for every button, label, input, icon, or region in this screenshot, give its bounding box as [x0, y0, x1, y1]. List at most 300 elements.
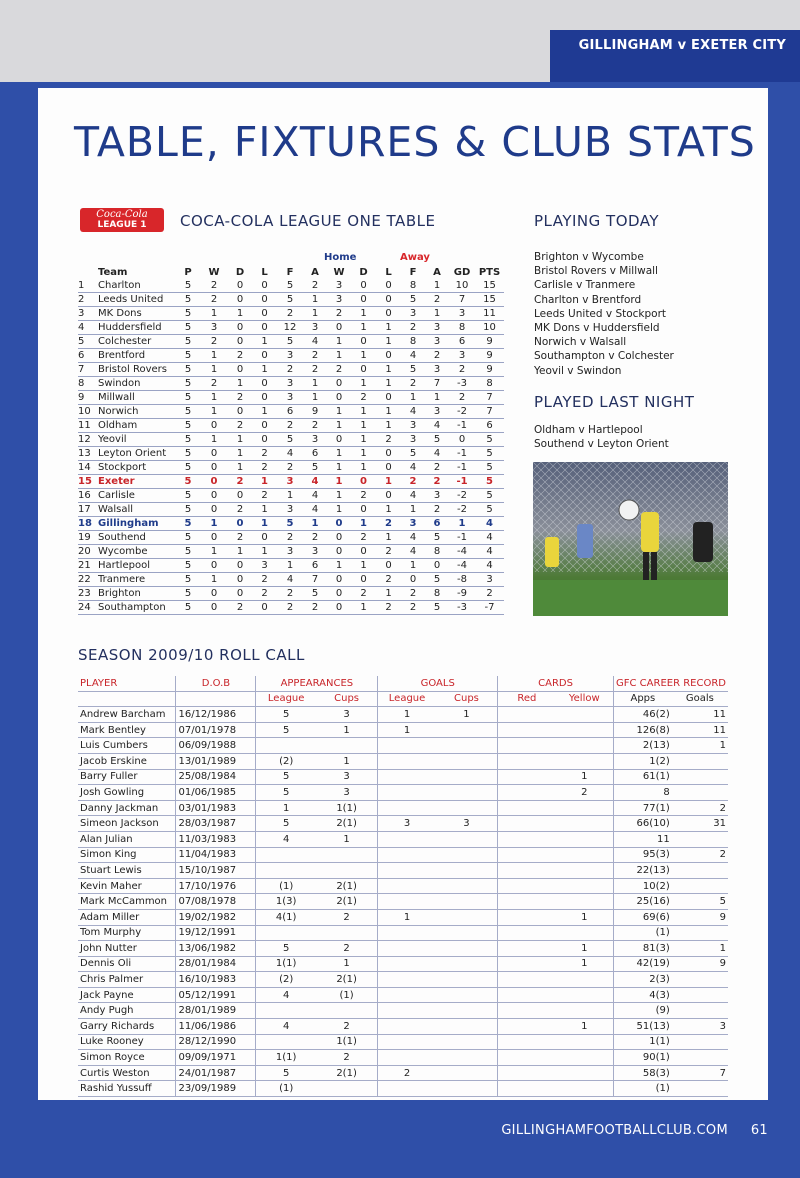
stat-cell	[436, 1050, 498, 1066]
stat-cell: 2(1)	[316, 878, 378, 894]
stat-cell: 0	[200, 503, 228, 517]
stat-cell	[556, 722, 614, 738]
stat-cell	[436, 909, 498, 925]
player-name-cell: Jack Payne	[78, 987, 176, 1003]
position-cell: 15	[78, 475, 98, 489]
stat-cell: 3	[425, 363, 449, 377]
stat-cell: 1	[425, 279, 449, 293]
stat-cell: 1	[303, 391, 327, 405]
stat-cell	[498, 707, 556, 723]
stat-cell: 1	[303, 377, 327, 391]
stat-cell: 5	[176, 307, 200, 321]
stat-cell	[672, 1081, 728, 1097]
stat-cell	[498, 753, 556, 769]
dob-cell: 01/06/1985	[176, 785, 256, 801]
player-name-cell: Chris Palmer	[78, 972, 176, 988]
stat-cell: 8	[449, 321, 475, 335]
stat-cell: 0	[401, 573, 425, 587]
stat-cell: 3	[303, 321, 327, 335]
stat-cell	[436, 738, 498, 754]
stat-cell: 0	[351, 573, 376, 587]
stat-cell	[498, 925, 556, 941]
team-cell: Wycombe	[98, 545, 176, 559]
stat-cell: 0	[327, 391, 351, 405]
dob-cell: 17/10/1976	[176, 878, 256, 894]
stat-cell: 2	[252, 573, 277, 587]
stat-cell: 1	[252, 335, 277, 349]
table-row	[78, 956, 728, 972]
stat-cell: 0	[351, 293, 376, 307]
team-cell: Hartlepool	[98, 559, 176, 573]
fixture-item: Yeovil v Swindon	[534, 364, 622, 377]
stat-cell: 2	[277, 461, 303, 475]
stat-cell	[556, 894, 614, 910]
stat-cell	[378, 987, 436, 1003]
dob-cell: 24/01/1987	[176, 1065, 256, 1081]
stat-cell: 5	[176, 475, 200, 489]
stat-cell: 5	[277, 517, 303, 531]
stat-cell: 1	[200, 433, 228, 447]
stat-cell: 5	[401, 363, 425, 377]
stat-cell: 1(3)	[256, 894, 316, 910]
team-cell: Exeter	[98, 475, 176, 489]
stat-cell	[256, 1003, 316, 1019]
stat-cell: 1	[327, 489, 351, 503]
stat-cell	[556, 1003, 614, 1019]
stat-cell: 2	[228, 349, 252, 363]
stat-cell: 5	[303, 461, 327, 475]
stat-cell	[672, 785, 728, 801]
stat-cell: 10(2)	[614, 878, 672, 894]
stat-cell: 2	[277, 531, 303, 545]
dob-cell: 23/09/1989	[176, 1081, 256, 1097]
league-table-header	[78, 266, 504, 279]
stat-cell: 0	[351, 335, 376, 349]
stat-cell: 3	[277, 391, 303, 405]
stat-cell	[498, 847, 556, 863]
stat-cell: 0	[376, 293, 401, 307]
stat-cell: 5	[176, 377, 200, 391]
position-cell: 18	[78, 517, 98, 531]
table-row	[78, 972, 728, 988]
stat-cell	[498, 878, 556, 894]
stat-cell: 1	[327, 461, 351, 475]
footer-site: GILLINGHAMFOOTBALLCLUB.COM	[501, 1123, 728, 1138]
stat-cell: 6	[449, 335, 475, 349]
stat-cell: 2	[228, 419, 252, 433]
table-row	[78, 517, 504, 531]
player-name-cell: Jacob Erskine	[78, 753, 176, 769]
stat-cell	[378, 1003, 436, 1019]
dob-cell: 28/01/1989	[176, 1003, 256, 1019]
stat-cell: 2	[200, 293, 228, 307]
stat-cell: 1	[556, 1019, 614, 1035]
player-name-cell: Garry Richards	[78, 1019, 176, 1035]
table-row	[78, 707, 728, 723]
position-cell: 20	[78, 545, 98, 559]
stat-cell: 5	[256, 785, 316, 801]
table-row	[78, 1003, 728, 1019]
footer	[501, 1123, 768, 1138]
stat-cell: 1	[351, 321, 376, 335]
col-header: P	[184, 267, 192, 278]
stat-cell: 1	[351, 433, 376, 447]
stat-cell	[436, 1003, 498, 1019]
stat-cell: 0	[376, 279, 401, 293]
stat-cell	[378, 831, 436, 847]
stat-cell: 4	[401, 531, 425, 545]
stat-cell: 8	[401, 335, 425, 349]
stat-cell	[672, 1050, 728, 1066]
position-cell: 8	[78, 377, 98, 391]
stat-cell: 2	[228, 475, 252, 489]
stat-cell: 1	[351, 447, 376, 461]
stat-cell: 1	[351, 349, 376, 363]
stat-cell: 3	[401, 517, 425, 531]
stat-cell: 2	[252, 489, 277, 503]
stat-cell: -3	[449, 377, 475, 391]
stat-cell: 0	[252, 531, 277, 545]
stat-cell	[672, 769, 728, 785]
stat-cell: 1	[556, 769, 614, 785]
fixture-item: Southampton v Colchester	[534, 350, 674, 363]
stat-cell: 2	[425, 349, 449, 363]
table-row	[78, 941, 728, 957]
stat-cell	[498, 1003, 556, 1019]
stat-cell	[498, 1065, 556, 1081]
stat-cell: 1	[200, 391, 228, 405]
stat-cell: 1	[378, 909, 436, 925]
stat-cell: 12	[277, 321, 303, 335]
stat-cell: 1	[200, 363, 228, 377]
stat-cell: 0	[376, 489, 401, 503]
stat-cell: 2	[327, 363, 351, 377]
player-name-cell: Andy Pugh	[78, 1003, 176, 1019]
stat-cell: 1	[200, 517, 228, 531]
stat-cell: 5	[425, 531, 449, 545]
stat-cell: 5	[176, 433, 200, 447]
stat-cell: 0	[327, 321, 351, 335]
stat-cell	[498, 941, 556, 957]
stat-cell	[378, 925, 436, 941]
stat-cell: 3	[425, 335, 449, 349]
stat-cell	[378, 847, 436, 863]
stat-cell: 10	[449, 279, 475, 293]
stat-cell	[498, 738, 556, 754]
stat-cell: 2	[401, 321, 425, 335]
stat-cell: 2	[351, 489, 376, 503]
stat-cell	[672, 878, 728, 894]
player-name-cell: Andrew Barcham	[78, 707, 176, 723]
table-row	[78, 769, 728, 785]
stat-cell: 0	[228, 573, 252, 587]
stat-cell	[378, 1034, 436, 1050]
stat-cell	[556, 1034, 614, 1050]
stat-cell	[378, 753, 436, 769]
stat-cell: 0	[228, 559, 252, 573]
stat-cell	[498, 987, 556, 1003]
stat-cell: (1)	[614, 925, 672, 941]
stat-cell: 3	[436, 816, 498, 832]
stat-cell: 1	[556, 909, 614, 925]
stat-cell: 2	[200, 335, 228, 349]
stat-cell: 3	[401, 307, 425, 321]
stat-cell: 1	[252, 475, 277, 489]
stat-cell	[378, 972, 436, 988]
position-cell: 16	[78, 489, 98, 503]
dob-cell: 11/06/1986	[176, 1019, 256, 1035]
stat-cell: 0	[327, 545, 351, 559]
stat-cell	[556, 831, 614, 847]
stat-cell: 0	[327, 601, 351, 615]
stat-cell	[436, 894, 498, 910]
position-cell: 21	[78, 559, 98, 573]
stat-cell: 90(1)	[614, 1050, 672, 1066]
stat-cell: 2	[228, 503, 252, 517]
stat-cell: 1	[228, 433, 252, 447]
stat-cell: 2	[376, 433, 401, 447]
stat-cell: 0	[228, 335, 252, 349]
stat-cell: 2	[425, 475, 449, 489]
stat-cell: 5	[176, 293, 200, 307]
stat-cell: -8	[449, 573, 475, 587]
stat-cell: 1	[327, 447, 351, 461]
player-name-cell: Curtis Weston	[78, 1065, 176, 1081]
fixture-item: Southend v Leyton Orient	[534, 438, 669, 451]
stat-cell: 1	[351, 517, 376, 531]
stat-cell	[436, 753, 498, 769]
stat-cell: 2	[672, 847, 728, 863]
stat-cell: 0	[376, 391, 401, 405]
stat-cell: 31	[672, 816, 728, 832]
stat-cell	[378, 956, 436, 972]
stat-cell: 1	[351, 419, 376, 433]
stat-cell	[436, 878, 498, 894]
stat-cell: 5	[176, 461, 200, 475]
table-row	[78, 1034, 728, 1050]
stat-cell: 1	[252, 363, 277, 377]
table-row	[78, 1050, 728, 1066]
col-header: D	[359, 267, 368, 278]
stat-cell: 2	[303, 531, 327, 545]
stat-cell	[672, 753, 728, 769]
fixture-item: Bristol Rovers v Millwall	[534, 265, 658, 278]
stat-cell	[672, 831, 728, 847]
stat-cell: 5	[176, 489, 200, 503]
dob-cell: 13/06/1982	[176, 941, 256, 957]
stat-cell: 2	[200, 377, 228, 391]
stat-cell: 1	[316, 831, 378, 847]
table-row	[78, 894, 728, 910]
stat-cell: 0	[200, 461, 228, 475]
stat-cell: 4	[475, 517, 504, 531]
stat-cell: 58(3)	[614, 1065, 672, 1081]
stat-cell: 1	[351, 461, 376, 475]
stat-cell: -2	[449, 405, 475, 419]
stat-cell: 69(6)	[614, 909, 672, 925]
team-cell: Millwall	[98, 391, 176, 405]
dob-cell: 11/04/1983	[176, 847, 256, 863]
stat-cell: 0	[252, 321, 277, 335]
stat-cell: 1(1)	[256, 956, 316, 972]
team-cell: Stockport	[98, 461, 176, 475]
team-cell: Yeovil	[98, 433, 176, 447]
stat-cell	[556, 847, 614, 863]
stat-cell	[556, 878, 614, 894]
stat-cell: 2	[316, 1019, 378, 1035]
stat-cell: 6	[475, 419, 504, 433]
stat-cell: 1	[327, 559, 351, 573]
stat-cell	[316, 925, 378, 941]
stat-cell: 0	[252, 293, 277, 307]
stat-cell: 4	[303, 475, 327, 489]
stat-cell: 1	[327, 405, 351, 419]
stat-cell	[498, 1034, 556, 1050]
team-cell: Tranmere	[98, 573, 176, 587]
stat-cell: 4	[475, 559, 504, 573]
stat-cell: 0	[327, 377, 351, 391]
player-name-cell: Stuart Lewis	[78, 863, 176, 879]
stat-cell	[316, 738, 378, 754]
stat-cell: 2	[277, 419, 303, 433]
stat-cell: 5	[176, 321, 200, 335]
table-row	[78, 785, 728, 801]
stat-cell: 5	[303, 587, 327, 601]
dob-cell: 28/01/1984	[176, 956, 256, 972]
stat-cell: -9	[449, 587, 475, 601]
stat-cell: -1	[449, 531, 475, 545]
table-row	[78, 831, 728, 847]
stat-cell: 2	[228, 601, 252, 615]
stat-cell: (1)	[256, 1081, 316, 1097]
stat-cell: 3	[277, 377, 303, 391]
stat-cell: 3	[449, 307, 475, 321]
table-row	[78, 545, 504, 559]
stat-cell: 2	[351, 531, 376, 545]
dob-cell: 25/08/1984	[176, 769, 256, 785]
table-row	[78, 447, 504, 461]
col-header: D	[235, 267, 245, 278]
stat-cell: 5	[475, 475, 504, 489]
stat-cell	[436, 800, 498, 816]
stat-cell: 2	[252, 587, 277, 601]
stat-cell: 1	[378, 707, 436, 723]
roll-call-heading: SEASON 2009/10 ROLL CALL	[78, 646, 305, 664]
col-header: A	[311, 267, 319, 278]
stat-cell: 0	[252, 279, 277, 293]
stat-cell	[556, 707, 614, 723]
stat-cell: 2	[351, 587, 376, 601]
stat-cell: 4	[475, 545, 504, 559]
stat-cell	[256, 1034, 316, 1050]
stat-cell: 0	[252, 307, 277, 321]
position-cell: 4	[78, 321, 98, 335]
stat-cell: (9)	[614, 1003, 672, 1019]
stat-cell	[436, 1065, 498, 1081]
stat-cell: 5	[475, 489, 504, 503]
col-header: F	[286, 267, 294, 278]
stat-cell: 1	[252, 503, 277, 517]
table-row	[78, 293, 504, 307]
stat-cell: 2	[376, 517, 401, 531]
stat-cell: 7	[425, 377, 449, 391]
dob-cell: 06/09/1988	[176, 738, 256, 754]
stat-cell	[256, 738, 316, 754]
position-cell: 10	[78, 405, 98, 419]
stat-cell	[556, 816, 614, 832]
table-row	[78, 847, 728, 863]
stat-cell: 1	[376, 321, 401, 335]
stat-cell: 4	[401, 349, 425, 363]
stat-cell: -1	[449, 461, 475, 475]
dob-cell: 05/12/1991	[176, 987, 256, 1003]
stat-cell: 1	[303, 517, 327, 531]
stat-cell	[672, 863, 728, 879]
stat-cell: 0	[327, 433, 351, 447]
position-cell: 12	[78, 433, 98, 447]
stat-cell: 2(3)	[614, 972, 672, 988]
stat-cell: 1	[228, 447, 252, 461]
position-cell: 17	[78, 503, 98, 517]
stat-cell	[436, 987, 498, 1003]
stat-cell: 5	[176, 503, 200, 517]
stat-cell: 4	[425, 419, 449, 433]
stat-cell: 1	[327, 419, 351, 433]
stat-cell: 2	[228, 531, 252, 545]
stat-cell: 3	[425, 405, 449, 419]
table-row	[78, 307, 504, 321]
team-cell: Swindon	[98, 377, 176, 391]
stat-cell: 9	[303, 405, 327, 419]
stat-cell: 5	[475, 433, 504, 447]
dob-cell: 16/10/1983	[176, 972, 256, 988]
stat-cell: 5	[277, 433, 303, 447]
stat-cell	[436, 1019, 498, 1035]
table-row	[78, 363, 504, 377]
stat-cell: 1	[200, 545, 228, 559]
stat-cell: 0	[351, 503, 376, 517]
stat-cell: 1	[252, 517, 277, 531]
stat-cell: 1	[277, 559, 303, 573]
stat-cell: 4	[475, 531, 504, 545]
stat-cell: 0	[200, 559, 228, 573]
table-row	[78, 419, 504, 433]
roll-call-table	[78, 676, 728, 1097]
stat-cell: 1	[228, 461, 252, 475]
stat-cell: 1	[252, 545, 277, 559]
player-name-cell: Alan Julian	[78, 831, 176, 847]
col-header: Team	[98, 267, 128, 278]
stat-cell: 1(1)	[316, 800, 378, 816]
position-cell: 2	[78, 293, 98, 307]
stat-cell: 2	[277, 587, 303, 601]
dob-cell: 19/02/1982	[176, 909, 256, 925]
stat-cell: 1	[351, 559, 376, 573]
player-name-cell: Josh Gowling	[78, 785, 176, 801]
stat-cell: 1	[277, 489, 303, 503]
table-row	[78, 573, 504, 587]
stat-cell: 0	[228, 517, 252, 531]
position-cell: 7	[78, 363, 98, 377]
league-table-heading: COCA-COLA LEAGUE ONE TABLE	[180, 212, 436, 230]
position-cell: 19	[78, 531, 98, 545]
stat-cell: 1	[436, 707, 498, 723]
stat-cell: 61(1)	[614, 769, 672, 785]
stat-cell: 3	[425, 321, 449, 335]
team-cell: Norwich	[98, 405, 176, 419]
stat-cell: 0	[228, 587, 252, 601]
stat-cell	[498, 1050, 556, 1066]
